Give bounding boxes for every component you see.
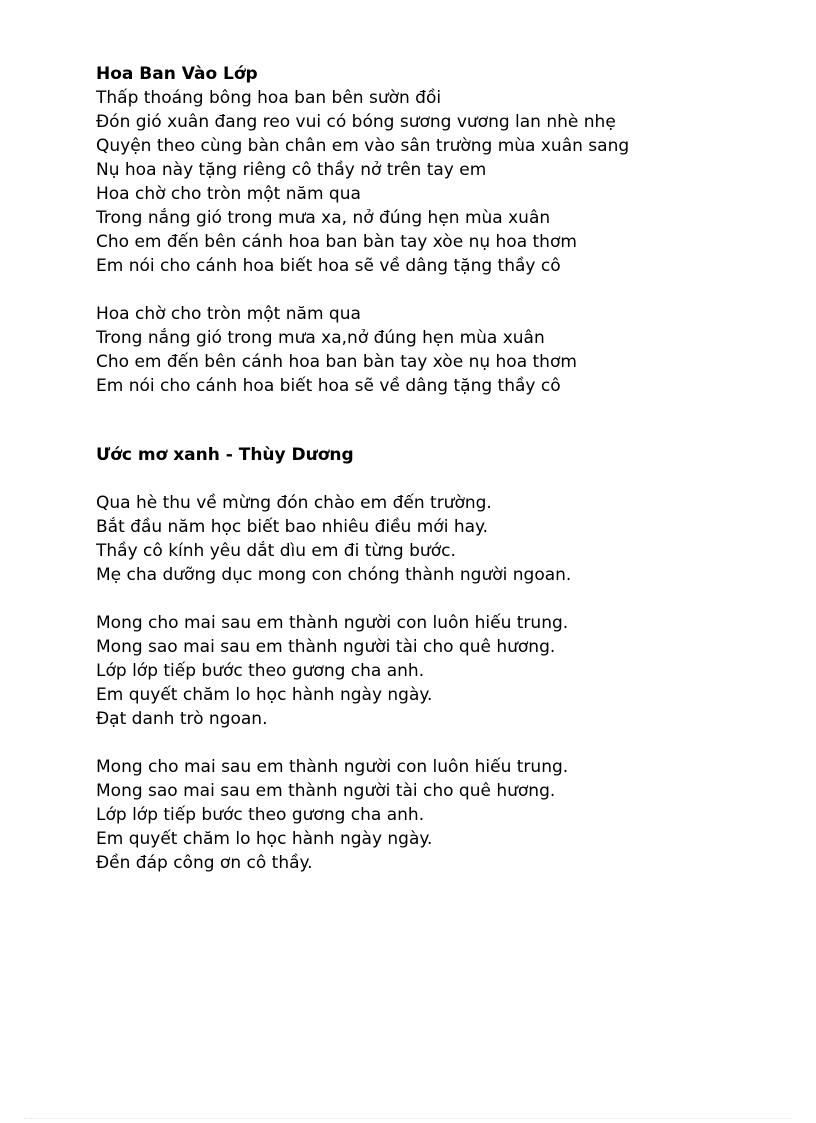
lyric-line: Cho em đến bên cánh hoa ban bàn tay xòe nụ hoa thơm (96, 352, 577, 372)
stanza-spacer (96, 731, 796, 755)
lyric-line: Bắt đầu năm học biết bao nhiêu điều mới hay. (96, 517, 489, 537)
stanza-2 (96, 302, 796, 398)
lyric-line: Đạt danh trò ngoan. (96, 709, 268, 729)
lyric-line: Mong cho mai sau em thành người con luôn hiếu trung. (96, 757, 569, 777)
lyric-line: Cho em đến bên cánh hoa ban bàn tay xòe nụ hoa thơm (96, 232, 577, 252)
stanza-spacer (96, 278, 796, 302)
lyric-line: Hoa chờ cho tròn một năm qua (96, 304, 361, 324)
lyric-line: Em quyết chăm lo học hành ngày ngày. (96, 829, 433, 849)
lyric-line: Đền đáp công ơn cô thầy. (96, 853, 313, 873)
lyric-line: Mong sao mai sau em thành người tài cho quê hương. (96, 781, 556, 801)
lyric-line: Lớp lớp tiếp bước theo gương cha anh. (96, 805, 425, 825)
lyric-line: Lớp lớp tiếp bước theo gương cha anh. (96, 661, 425, 681)
lyric-line: Trong nắng gió trong mưa xa, nở đúng hẹn mùa xuân (96, 208, 551, 228)
lyric-line: Mong cho mai sau em thành người con luôn hiếu trung. (96, 613, 569, 633)
stanza-spacer (96, 587, 796, 611)
song-uoc-mo-xanh (96, 443, 796, 875)
song-spacer (96, 398, 796, 443)
stanza-spacer (96, 467, 796, 491)
lyric-line: Hoa chờ cho tròn một năm qua (96, 184, 361, 204)
page-bottom-divider (24, 1118, 792, 1119)
stanza-3 (96, 755, 796, 875)
stanza-1 (96, 86, 796, 278)
document-page (96, 62, 796, 875)
lyric-line: Em nói cho cánh hoa biết hoa sẽ về dâng tặng thầy cô (96, 376, 561, 396)
lyric-line: Thầy cô kính yêu dắt dìu em đi từng bước. (96, 541, 456, 561)
lyric-line: Mẹ cha dưỡng dục mong con chóng thành người ngoan. (96, 565, 572, 585)
lyric-line: Mong sao mai sau em thành người tài cho quê hương. (96, 637, 556, 657)
lyric-line: Nụ hoa này tặng riêng cô thầy nở trên tay em (96, 160, 487, 180)
lyric-line: Em quyết chăm lo học hành ngày ngày. (96, 685, 433, 705)
lyric-line: Qua hè thu về mừng đón chào em đến trường. (96, 493, 492, 513)
lyric-line: Em nói cho cánh hoa biết hoa sẽ về dâng tặng thầy cô (96, 256, 561, 276)
lyric-line: Đón gió xuân đang reo vui có bóng sương vương lan nhè nhẹ (96, 112, 616, 132)
song-title: Hoa Ban Vào Lớp (96, 64, 258, 84)
song-title: Ước mơ xanh - Thùy Dương (96, 445, 354, 465)
song-hoa-ban-vao-lop (96, 62, 796, 398)
lyric-line: Trong nắng gió trong mưa xa,nở đúng hẹn mùa xuân (96, 328, 545, 348)
lyric-line: Thấp thoáng bông hoa ban bên sườn đồi (96, 88, 442, 108)
lyric-line: Quyện theo cùng bàn chân em vào sân trường mùa xuân sang (96, 136, 630, 156)
stanza-1 (96, 491, 796, 587)
stanza-2 (96, 611, 796, 731)
